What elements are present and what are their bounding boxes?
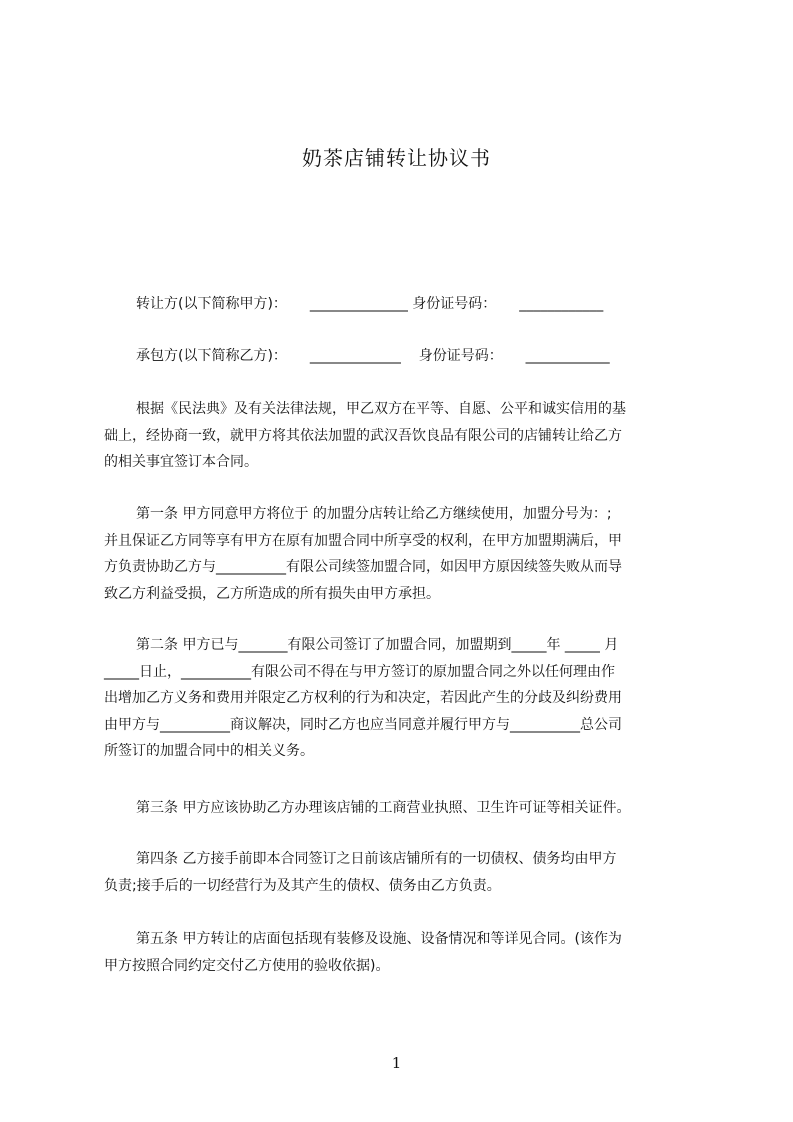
transferor-name-blank: ______________ — [309, 296, 408, 312]
transferor-label: 转让方(以下简称甲方)： — [136, 296, 287, 312]
paragraph-line: 由甲方与__________商议解决，同时乙方也应当同意并履行甲方与__________总公司 — [104, 716, 622, 733]
paragraph-line: 根据《民法典》及有关法律法规，甲乙双方在平等、自愿、公平和诚实信用的基 — [136, 401, 626, 417]
paragraph-line: 负责;接手后的一切经营行为及其产生的债权、债务由乙方负责。 — [104, 877, 501, 894]
contractor-id-label: 身份证号码： — [418, 348, 503, 364]
article-2-paragraph — [104, 632, 700, 765]
preamble-paragraph — [104, 396, 700, 476]
paragraph-line: 甲方按照合同约定交付乙方使用的验收依据)。 — [104, 957, 390, 974]
paragraph-line: 方负责协助乙方与__________有限公司续签加盟合同，如因甲方原因续签失败从而导 — [104, 559, 622, 575]
article-5-paragraph — [104, 926, 700, 979]
paragraph-line: 第四条 乙方接手前即本合同签订之日前该店铺所有的一切债权、债务均由甲方 — [136, 851, 617, 867]
paragraph-line: 第一条 甲方同意甲方将位于 的加盟分店转让给乙方继续使用，加盟分号为：; — [136, 506, 612, 522]
contractor-id-blank: ____________ — [525, 348, 610, 364]
paragraph-line: 础上，经协商一致，就甲方将其依法加盟的武汉吾饮良品有限公司的店铺转让给乙方 — [104, 427, 622, 444]
paragraph-line: 并且保证乙方同等享有甲方在原有加盟合同中所享受的权利，在甲方加盟期满后，甲 — [104, 532, 622, 549]
transferor-id-label: 身份证号码： — [412, 296, 497, 312]
page-number: 1 — [391, 1054, 402, 1072]
paragraph-line: 所签订的加盟合同中的相关义务。 — [104, 743, 314, 759]
paragraph-line: 第五条 甲方转让的店面包括现有装修及设施、设备情况和等详见合同。(该作为 — [136, 931, 622, 947]
paragraph-line: 的相关事宜签订本合同。 — [104, 454, 258, 470]
article-3-paragraph — [104, 795, 700, 822]
article-1-paragraph — [104, 501, 700, 607]
article-4-paragraph — [104, 846, 700, 899]
document-title: 奶茶店铺转让协议书 — [302, 146, 491, 170]
contractor-name-blank: _____________ — [309, 348, 401, 364]
paragraph-line: 第三条 甲方应该协助乙方办理该店铺的工商营业执照、卫生许可证等相关证件。 — [136, 800, 631, 816]
paragraph-line: 出增加乙方义务和费用并限定乙方权利的行为和决定，若因此产生的分歧及纠纷费用 — [104, 690, 622, 706]
paragraph-line: 第二条 甲方已与_______有限公司签订了加盟合同，加盟期到_____年 _____ 月 — [136, 637, 619, 653]
contractor-label: 承包方(以下简称乙方)： — [136, 348, 287, 364]
paragraph-line: _____日止，__________有限公司不得在与甲方签订的原加盟合同之外以任何理由作 — [104, 663, 615, 680]
contractor-line — [136, 345, 610, 365]
transferor-id-blank: ____________ — [519, 296, 604, 312]
transferor-line — [136, 293, 603, 313]
paragraph-line: 致乙方利益受损，乙方所造成的所有损失由甲方承担。 — [104, 585, 440, 602]
